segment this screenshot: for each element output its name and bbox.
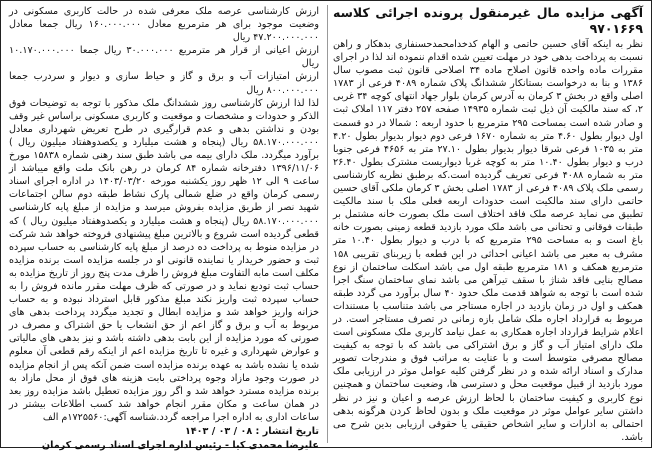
notice-left-column	[5, 5, 323, 452]
building-value-paragraph: ارزش اعیانی از قرار هر مترمربع ۳۰.۰۰۰.۰۰۰ ریال جمعا ۱۰.۱۷۰.۰۰۰.۰۰۰ ریال	[9, 45, 319, 70]
publish-date: تاریخ انتشار : ۰۸ / ۰۳ / ۱۴۰۳	[184, 426, 319, 437]
auction-terms-paragraph: لذا لذا ارزش کارشناسی روز ششدانگ ملک مذکور با توجه به توضیحات فوق الذکر و حدودات و مشخصات و موقعیت و کاربری مسکونی براساس غیر وقف بودن و نداشتن بدهی و عدم قرارگیری در طرح تعریض شهرداری معادل ۵۸.۱۷۰.۰۰۰.۰۰۰ ریال (پنجاه و هشت میلیارد و یکصدوهفتاد میلیون ریال ) برآورد میگردد. ملک دارای بیمه می باشد طبق سند رهنی شماره ۱۵۸۳۸ مورخ ۱۳۹۶/۱۱/۰۶ دفترخانه شماره ۸۴ کرمان در رهن بانک ملت واقع میباشد از ساعت ۹ الی ۱۲ ظهر روز یکشنبه مورخه ۱۴۰۳/۰۳/۲۰ در اداره اجرای اسناد رسمی کرمان واقع در ضلع شمالی پارک نشاط طبقه دوم سالن اجتماعات شهید نصر از طریق مزایده بفروش میرسد و مزایده از مبلغ پایه کارشناسی ۵۸.۱۷۰.۰۰۰.۰۰۰ ریال (پنجاه و هشت میلیارد و یکصدوهفتاد میلیون ریال ) که قطعی گردیده است شروع و بالاترین مبلغ پیشنهادی فروخته خواهد شد شرکت در مزایده منوط به پرداخت ده درصد از مبلغ پایه کارشناسی به حساب سپرده ثبت و حضور خریدار یا نماینده قانونی او در جلسه مزایده است برنده مزایده مکلف است مابه التفاوت مبلغ فروش را ظرف مدت پنج روز از تاریخ مزایده به حساب ثبت تودیع نماید و در صورتی که ظرف مهلت مقرر مانده فروش را به حساب سپرده ثبت واریز نکند مبلغ مذکور قابل استرداد نبوده و به حساب خزانه واریز خواهد شد و مزایده ابطال و تجدید میگردد پرداخت بدهی های مربوط به آب و برق و گاز اعم از حق انشعاب یا حق اشتراک و مصرف در صورتی که مورد مزایده از این بابت بدهی داشته باشد و نیز بدهی های مالیاتی و عوارض شهرداری و غیره تا تاریخ مزایده اعم از اینکه رقم قطعی آن معلوم شده یا نشده باشد به عهده برنده مزایده است ضمن آنکه پس از انجام مزایده در صورت وجود مازاد وجوه پرداختی بابت هزینه های فوق از محل مازاد به برنده مزایده مسترد خواهد شد و اگر روز مزایده تعطیل باشد مزایده روز بعد در همان ساعت و مکان مقرر انجام خواهد شد کسب اطلاعات بیشتر در ساعات اداری به اداره اجرا مراجعه گردد.شناسه آگهی:۱۷۲۵۵۶۰م الف	[9, 97, 320, 423]
land-value-paragraph: ارزش کارشناسی عرصه ملک معرفی شده در حالت کاربری مسکونی در وضعیت موجود برای هر مترمربع معادل ۱۶۰.۰۰۰.۰۰۰ ریال جمعا معادل ۴۷.۲۰۰.۰۰۰.۰۰۰ ریال	[9, 6, 320, 44]
notice-body-text: نظر به اینکه آقای حسین حاتمی و الهام کدخدامحمدحسنفاری بدهکار و راهن نسبت به پرداخت بدهی خود در مهلت تعیین شده اقدام ننموده اند لذا در اجرای مقررات ماده واحده قانون اصلاح ماده ۳۴ اصلاحی قانون ثبت مصوب سال ۱۳۸۶ و بنا به درخواست بستانکار ششدانگ پلاک شماره ۴۰۸۹ فرعی از ۱۷۸۳ اصلی واقع در بخش ۳ کرمان به آدرس کرمان بلوار جهاد انتهای کوچه ۳۴ غربی ۲، که سند مالکیت آن ذیل ثبت شماره ۱۴۹۳۵ صفحه ۲۵۷ دفتر ۱۱۷ املاک ثبت و صادر شده است بمساحت ۲۹۵ مترمربع با حدود اربعه : شمالا در دو قسمت اول دیوار بطول ۴.۶۰ متر به شماره ۱۶۷۰ فرعی دوم دیوار بدیوار بطول ۴.۲۰ متر به ۱۰۳۵ فرعی شرقا دیوار بدیوار بطول ۲۷.۱۰ متر به ۴۶۵۶ فرعی جنوبا درب و دیوار بطول ۱۰.۴۰ متر به کوچه غربا دیواریست مشترک بطول ۲۶.۴۰ متر به شماره ۴۰۸۸ فرعی تعریف گردیده است.که برطبق نظریه کارشناسی رسمی ملک پلاک ۴۰۸۹ فرعی از ۱۷۸۳ اصلی بخش ۳ کرمان ملکی آقای حسین حاتمی دارای سند مالکیت است حدودات اربعه فعلی ملک با سند مالکیت تطبیق می نماید عرصه ملک فاقد اختلاف است ملک بصورت خانه مشتمل بر طبقات فوقانی و تحتانی می باشد ملک مورد بازدید قطعه زمینی بصورت خانه باغ است و به مساحت ۲۹۵ مترمربع که با درب و دیوار بطول ۱۰.۴۰ متر مشرف به معبر می باشد اعیانی احداثی در این قطعه با زیربنای تقریبی ۱۵۸ مترمربع همکف و ۱۸۱ مترمربع طبقه اول می باشد اسکلت ساختمان از نوع مصالح بنایی فاقد شناژ با سقف تیرآهن می باشد نمای ساختمان سنگ اجرا شده است با توجه به شواهد قدمت ملک حدود ۴۰ سال برآورد می گردد طبقه همکف و اول در زمان بازدید در اجاره مستاجر می باشد متناسب با مستندات مربوط به قرارداد اجاره ملک شامل بازه زمانی در تصرف مستاجر است. در اعلام شرایط قرارداد اجاره همکاری به عمل نیامد کاربری ملک مسکونی است ملک دارای امتیاز آب و گاز و برق اشتراکی می باشد که با توجه به کیفیت مصالح مصرفی متوسط است و با عنایت به مراتب فوق و مندرجات تصویر مدارک و اسناد ارائه شده و در نظر گرفتن کلیه عوامل موثر در ارزیابی ملک مورد بازدید از قبیل موقعیت محل و دسترسی ها، وضعیت ساختمان و همچنین نوع کاربری و کیفیت ساختمان با لحاظ ارزش عرصه و اعیان و نیز در نظر داشتن سایر عوامل موثر در موقعیت ملک و بدون لحاظ کردن هرگونه بدهی احتمالی به ادارات و سایر اشخاص حقیقی یا حقوقی ارزیابی بدین شرح می باشد.	[332, 39, 643, 443]
notice-right-column	[329, 5, 647, 443]
column-divider	[327, 5, 328, 443]
signature-line: علیرضا محمدی کیا - رئیس اداره اجرای اسناد رسمی کرمان	[41, 440, 319, 452]
utilities-value-paragraph: ارزش امتیازات آب و برق و گاز و حیاط سازی و دیوار و سردرب جمعا ۸۰۰.۰۰۰.۰۰۰ ریال	[9, 71, 319, 96]
notice-title: آگهی مزایده مال غیرمنقول پرونده اجرائی کلاسه ۹۷۰۱۶۶۹	[333, 5, 643, 36]
